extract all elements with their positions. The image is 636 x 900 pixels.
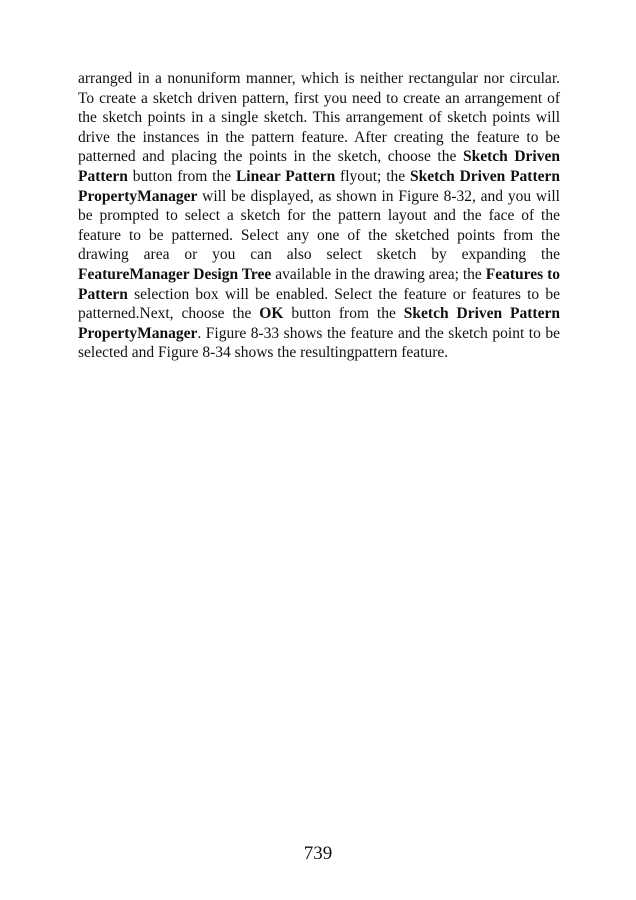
bold-term-sketch-driven-pattern-propertymanager: Sketch Driven Pattern PropertyManager	[78, 167, 560, 205]
text-run: will be displayed, as shown in Figure 8-32, and you will be prompted to select a sketch for the pattern layout and the face of the feature to be patterned. Select any one of the sketched points from the drawing area or you can also select sketch by expanding the	[78, 187, 560, 264]
bold-term-ok: OK	[259, 305, 284, 323]
text-run: button from the	[283, 305, 404, 323]
text-run: arranged in a nonuniform manner, which is neither rectangular nor circular. To create a sketch driven pattern, first you need to create an arrangement of the sketch points in a single sketch. This arrangement of sketch points will drive the instances in the pattern feature. After creating the feature to be patterned and placing the points in the sketch, choose the	[78, 70, 560, 166]
text-run: available in the drawing area; the	[271, 265, 486, 283]
text-run: flyout; the	[335, 167, 410, 185]
bold-term-linear-pattern: Linear Pattern	[235, 167, 336, 185]
bold-term-sketch-driven-pattern-propertymanager-2: Sketch Driven Pattern PropertyManager	[78, 305, 560, 342]
bold-term-sketch-driven-pattern: Sketch Driven Pattern	[78, 148, 560, 185]
bold-term-features-to-pattern: Features to Pattern	[78, 265, 560, 303]
paragraph-text	[78, 69, 560, 363]
body-paragraph	[78, 69, 560, 363]
text-run: . Figure 8-33 shows the feature and the sketch point to be selected and Figure 8-34 shows the resultingpattern feature.	[78, 324, 560, 362]
text-run: button from the	[127, 167, 236, 185]
bold-term-featuremanager-design-tree: FeatureManager Design Tree	[78, 265, 272, 283]
text-run: selection box will be enabled. Select the feature or features to be patterned.Next, choose the	[78, 285, 560, 323]
page-number: 739	[303, 843, 333, 864]
